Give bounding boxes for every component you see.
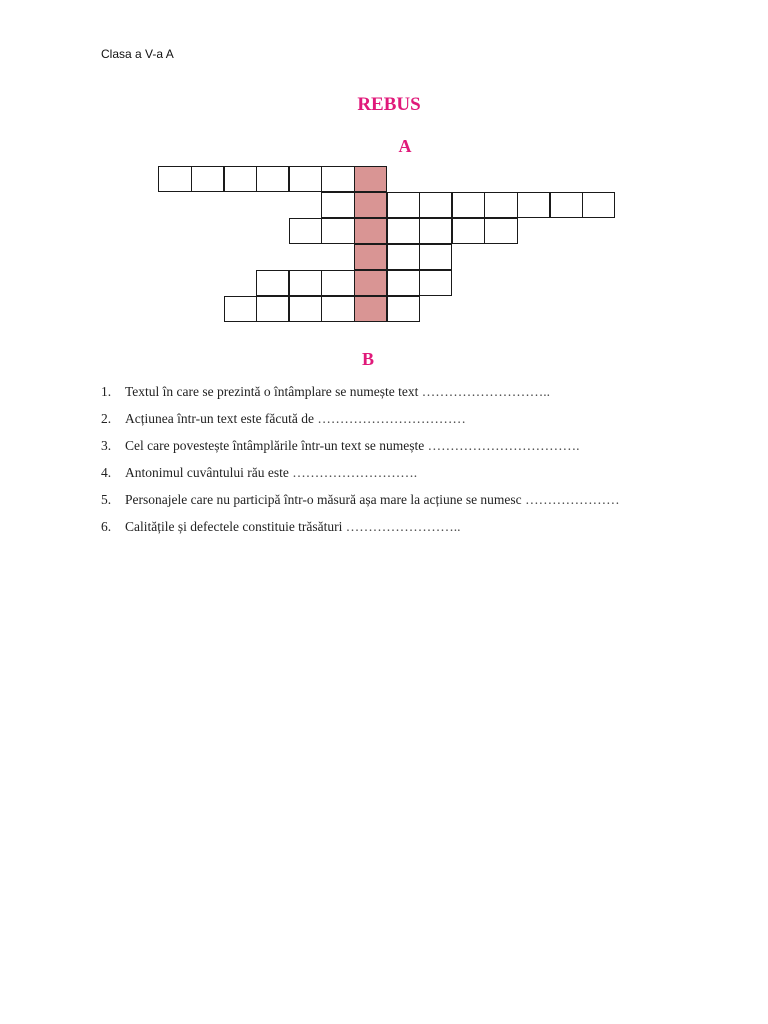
- crossword-key-cell[interactable]: [354, 192, 387, 218]
- crossword-cell[interactable]: [289, 166, 322, 192]
- crossword-key-cell[interactable]: [354, 244, 387, 270]
- question-number: 4.: [101, 465, 112, 480]
- crossword-cell[interactable]: [484, 218, 517, 244]
- crossword-cell[interactable]: [321, 192, 354, 218]
- answer-blank[interactable]: …………………: [525, 492, 620, 507]
- section-b-heading: B: [361, 349, 374, 369]
- question-text: Acțiunea într-un text este făcută de: [125, 411, 315, 426]
- question-number: 1.: [101, 384, 112, 399]
- crossword-cell[interactable]: [419, 270, 452, 296]
- question-text: Cel care povestește întâmplările într-un text se numește: [125, 438, 425, 453]
- question-list: [101, 382, 620, 544]
- question-number: 2.: [101, 411, 112, 426]
- question-number: 5.: [101, 492, 112, 507]
- question-text: Textul în care se prezintă o întâmplare se numește text: [125, 384, 419, 399]
- class-label: Clasa a V-a A: [101, 47, 174, 61]
- answer-blank[interactable]: ……………………..: [345, 519, 461, 534]
- crossword-cell[interactable]: [191, 166, 224, 192]
- crossword-cell[interactable]: [452, 218, 485, 244]
- crossword-cell[interactable]: [517, 192, 550, 218]
- crossword-cell[interactable]: [321, 270, 354, 296]
- answer-blank[interactable]: ………………………..: [421, 384, 550, 399]
- crossword-cell[interactable]: [419, 244, 452, 270]
- crossword-cell[interactable]: [484, 192, 517, 218]
- question-text: Calitățile și defectele constituie trăsături: [125, 519, 343, 534]
- question-item: [101, 517, 620, 544]
- crossword-cell[interactable]: [289, 270, 322, 296]
- crossword-key-cell[interactable]: [354, 270, 387, 296]
- crossword-cell[interactable]: [452, 192, 485, 218]
- crossword-cell[interactable]: [256, 166, 289, 192]
- crossword-cell[interactable]: [419, 218, 452, 244]
- crossword-cell[interactable]: [387, 270, 420, 296]
- answer-blank[interactable]: …………………………….: [427, 438, 580, 453]
- question-item: [101, 436, 620, 463]
- crossword-cell[interactable]: [550, 192, 583, 218]
- page-title: REBUS: [357, 94, 421, 115]
- crossword-cell[interactable]: [387, 218, 420, 244]
- crossword-key-cell[interactable]: [354, 296, 387, 322]
- question-number: 6.: [101, 519, 112, 534]
- crossword-key-cell[interactable]: [354, 218, 387, 244]
- crossword-cell[interactable]: [256, 270, 289, 296]
- crossword-cell[interactable]: [289, 218, 322, 244]
- crossword-cell[interactable]: [256, 296, 289, 322]
- crossword-cell[interactable]: [321, 218, 354, 244]
- crossword-cell[interactable]: [321, 166, 354, 192]
- crossword-cell[interactable]: [419, 192, 452, 218]
- crossword-cell[interactable]: [387, 296, 420, 322]
- crossword-cell[interactable]: [321, 296, 354, 322]
- question-item: [101, 463, 620, 490]
- question-item: [101, 409, 620, 436]
- crossword-cell[interactable]: [224, 166, 257, 192]
- question-text: Personajele care nu participă într-o măsură așa mare la acțiune se numesc: [125, 492, 522, 507]
- crossword-cell[interactable]: [582, 192, 615, 218]
- crossword-cell[interactable]: [158, 166, 191, 192]
- question-item: [101, 490, 620, 517]
- crossword-cell[interactable]: [289, 296, 322, 322]
- crossword-cell[interactable]: [387, 244, 420, 270]
- answer-blank[interactable]: ……………………………: [317, 411, 466, 426]
- section-a-heading: A: [398, 136, 412, 156]
- crossword-cell[interactable]: [224, 296, 257, 322]
- answer-blank[interactable]: ……………………….: [292, 465, 418, 480]
- question-item: [101, 382, 620, 409]
- crossword-key-cell[interactable]: [354, 166, 387, 192]
- question-number: 3.: [101, 438, 112, 453]
- crossword-cell[interactable]: [387, 192, 420, 218]
- question-text: Antonimul cuvântului rău este: [125, 465, 289, 480]
